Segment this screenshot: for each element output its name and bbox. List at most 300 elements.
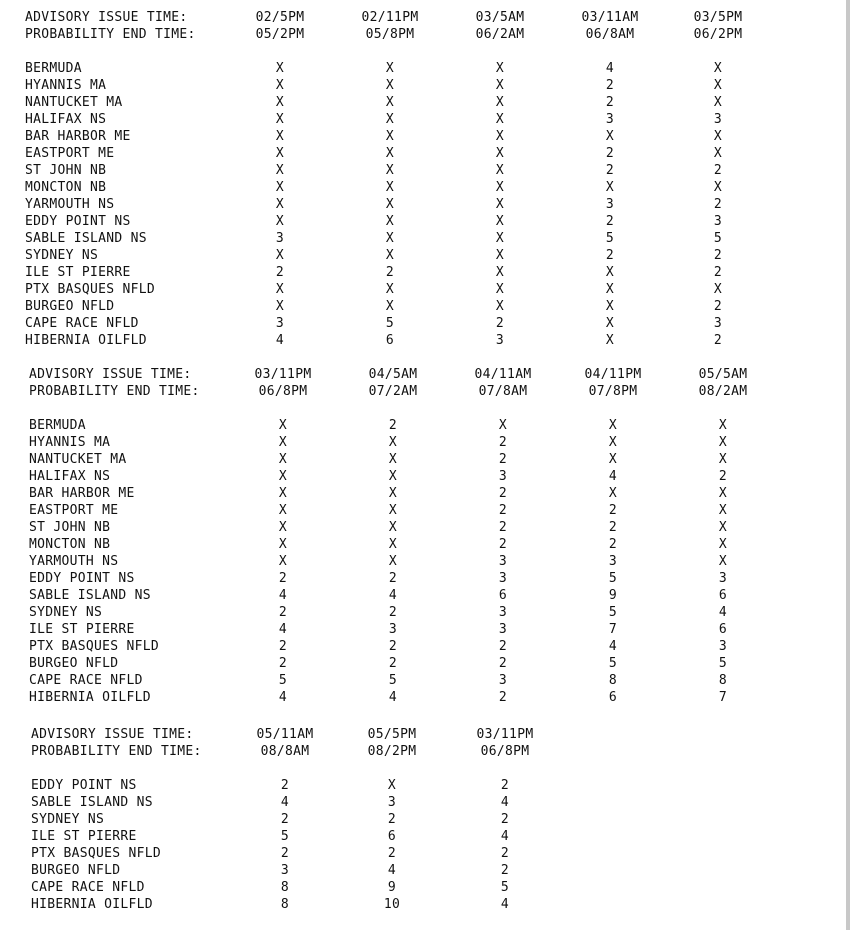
probability-value: X	[385, 146, 395, 161]
location-name: BURGEO NFLD	[31, 863, 121, 878]
probability-end-label: PROBABILITY END TIME:	[29, 384, 200, 399]
location-name: EASTPORT ME	[25, 146, 115, 161]
probability-value: 8	[608, 673, 618, 688]
probability-value: X	[385, 78, 395, 93]
end-time: 06/2PM	[693, 27, 743, 42]
issue-time: 03/5AM	[475, 10, 525, 25]
issue-time: 05/11AM	[256, 727, 314, 742]
probability-value: X	[275, 248, 285, 263]
probability-value: X	[275, 282, 285, 297]
probability-value: X	[278, 418, 288, 433]
probability-value: 2	[498, 486, 508, 501]
probability-value: X	[713, 146, 723, 161]
probability-value: X	[275, 78, 285, 93]
probability-value: 2	[713, 265, 723, 280]
probability-value: 2	[498, 656, 508, 671]
location-name: HALIFAX NS	[25, 112, 107, 127]
table-row	[0, 777, 850, 794]
probability-value: X	[385, 95, 395, 110]
end-time: 07/8PM	[588, 384, 638, 399]
issue-time: 04/11PM	[584, 367, 642, 382]
probability-value: X	[275, 61, 285, 76]
end-time: 05/2PM	[255, 27, 305, 42]
probability-value: 2	[498, 520, 508, 535]
location-name: MONCTON NB	[29, 537, 111, 552]
table-row	[0, 794, 850, 811]
probability-value: 3	[608, 554, 618, 569]
location-name: CAPE RACE NFLD	[31, 880, 145, 895]
probability-value: 2	[605, 78, 615, 93]
probability-value: 2	[713, 163, 723, 178]
probability-value: X	[718, 520, 728, 535]
probability-value: X	[278, 452, 288, 467]
probability-value: X	[495, 146, 505, 161]
probability-value: X	[385, 248, 395, 263]
table-row	[0, 570, 850, 587]
probability-table-1	[0, 9, 850, 349]
advisory-issue-row	[0, 9, 850, 26]
issue-time: 03/11AM	[581, 10, 639, 25]
probability-value: 3	[387, 795, 397, 810]
probability-value: X	[278, 503, 288, 518]
probability-value: 2	[385, 265, 395, 280]
probability-value: 2	[498, 435, 508, 450]
table-row	[0, 264, 850, 281]
probability-value: 2	[713, 299, 723, 314]
issue-time: 03/11PM	[476, 727, 534, 742]
probability-value: X	[713, 129, 723, 144]
probability-value: 5	[278, 673, 288, 688]
table-row	[0, 247, 850, 264]
probability-table-2	[0, 366, 850, 706]
probability-value: X	[605, 265, 615, 280]
table-row	[0, 94, 850, 111]
location-name: HYANNIS MA	[29, 435, 111, 450]
probability-value: 4	[500, 795, 510, 810]
probability-value: 5	[608, 571, 618, 586]
table-row	[0, 332, 850, 349]
table-row	[0, 638, 850, 655]
probability-value: 5	[280, 829, 290, 844]
table-row	[0, 587, 850, 604]
probability-end-label: PROBABILITY END TIME:	[25, 27, 196, 42]
probability-value: 9	[608, 588, 618, 603]
end-time: 06/2AM	[475, 27, 525, 42]
probability-value: 3	[718, 639, 728, 654]
probability-value: X	[718, 452, 728, 467]
location-name: SABLE ISLAND NS	[29, 588, 151, 603]
probability-value: X	[388, 435, 398, 450]
table-row	[0, 111, 850, 128]
probability-value: 2	[608, 503, 618, 518]
advisory-issue-label: ADVISORY ISSUE TIME:	[29, 367, 192, 382]
probability-value: X	[605, 316, 615, 331]
probability-value: 2	[500, 778, 510, 793]
probability-value: X	[718, 486, 728, 501]
location-name: PTX BASQUES NFLD	[29, 639, 160, 654]
probability-value: 3	[498, 605, 508, 620]
probability-value: 2	[280, 846, 290, 861]
probability-value: 3	[718, 571, 728, 586]
probability-value: X	[388, 469, 398, 484]
probability-value: X	[385, 197, 395, 212]
probability-value: 4	[388, 588, 398, 603]
probability-value: X	[388, 486, 398, 501]
probability-value: 2	[280, 812, 290, 827]
probability-value: 3	[498, 622, 508, 637]
advisory-issue-label: ADVISORY ISSUE TIME:	[25, 10, 188, 25]
table-row	[0, 604, 850, 621]
issue-time: 02/11PM	[361, 10, 419, 25]
location-name: SABLE ISLAND NS	[31, 795, 153, 810]
probability-value: X	[608, 486, 618, 501]
table-row	[0, 811, 850, 828]
probability-value: X	[275, 95, 285, 110]
probability-value: X	[275, 146, 285, 161]
location-name: ILE ST PIERRE	[25, 265, 131, 280]
probability-value: 3	[605, 197, 615, 212]
probability-value: 5	[500, 880, 510, 895]
probability-value: X	[718, 435, 728, 450]
probability-value: 2	[500, 846, 510, 861]
probability-value: X	[385, 282, 395, 297]
location-name: ILE ST PIERRE	[29, 622, 135, 637]
probability-value: 2	[280, 778, 290, 793]
table-row	[0, 434, 850, 451]
probability-value: 2	[278, 605, 288, 620]
table-row	[0, 468, 850, 485]
probability-value: 6	[608, 690, 618, 705]
probability-value: X	[713, 95, 723, 110]
probability-value: 3	[495, 333, 505, 348]
probability-value: 3	[605, 112, 615, 127]
probability-value: 2	[388, 639, 398, 654]
end-time: 05/8PM	[365, 27, 415, 42]
probability-value: X	[608, 452, 618, 467]
location-name: BERMUDA	[25, 61, 82, 76]
probability-value: 2	[388, 418, 398, 433]
probability-value: X	[275, 129, 285, 144]
location-name: BURGEO NFLD	[25, 299, 115, 314]
probability-value: 4	[280, 795, 290, 810]
probability-value: 2	[713, 248, 723, 263]
probability-value: 2	[605, 214, 615, 229]
probability-value: 6	[498, 588, 508, 603]
probability-value: 2	[498, 639, 508, 654]
probability-value: X	[713, 78, 723, 93]
probability-end-row	[0, 743, 850, 760]
probability-value: 2	[605, 95, 615, 110]
table-row	[0, 77, 850, 94]
probability-value: 6	[387, 829, 397, 844]
location-name: BAR HARBOR ME	[29, 486, 135, 501]
issue-time: 04/11AM	[474, 367, 532, 382]
table-row	[0, 196, 850, 213]
probability-value: 3	[275, 316, 285, 331]
probability-value: 10	[383, 897, 401, 912]
issue-time: 04/5AM	[368, 367, 418, 382]
probability-value: 4	[278, 622, 288, 637]
probability-value: 3	[498, 554, 508, 569]
end-time: 06/8AM	[585, 27, 635, 42]
probability-value: 2	[500, 863, 510, 878]
advisory-issue-label: ADVISORY ISSUE TIME:	[31, 727, 194, 742]
probability-value: X	[275, 299, 285, 314]
table-row	[0, 162, 850, 179]
probability-value: 4	[500, 897, 510, 912]
probability-value: 2	[713, 333, 723, 348]
probability-value: X	[495, 78, 505, 93]
probability-value: X	[713, 180, 723, 195]
probability-value: X	[385, 231, 395, 246]
location-name: HIBERNIA OILFLD	[25, 333, 147, 348]
probability-value: X	[495, 299, 505, 314]
probability-value: 7	[608, 622, 618, 637]
end-time: 06/8PM	[480, 744, 530, 759]
probability-value: X	[275, 180, 285, 195]
probability-value: 2	[608, 537, 618, 552]
probability-table-3	[0, 726, 850, 913]
probability-value: 2	[608, 520, 618, 535]
probability-value: X	[605, 282, 615, 297]
probability-value: X	[605, 333, 615, 348]
table-row	[0, 689, 850, 706]
location-name: SABLE ISLAND NS	[25, 231, 147, 246]
probability-value: X	[495, 282, 505, 297]
probability-value: 2	[495, 316, 505, 331]
section-spacer	[0, 760, 850, 777]
section-spacer	[0, 43, 850, 60]
probability-value: 2	[713, 197, 723, 212]
probability-value: 5	[718, 656, 728, 671]
probability-value: 2	[498, 690, 508, 705]
probability-value: 4	[387, 863, 397, 878]
probability-value: X	[608, 435, 618, 450]
probability-value: X	[278, 520, 288, 535]
probability-value: 3	[280, 863, 290, 878]
probability-value: X	[388, 554, 398, 569]
probability-value: 2	[498, 503, 508, 518]
location-name: YARMOUTH NS	[25, 197, 115, 212]
location-name: PTX BASQUES NFLD	[31, 846, 162, 861]
probability-value: 8	[280, 897, 290, 912]
table-row	[0, 519, 850, 536]
probability-value: 2	[605, 146, 615, 161]
table-row	[0, 502, 850, 519]
probability-value: X	[495, 248, 505, 263]
probability-value: X	[385, 214, 395, 229]
probability-value: 3	[388, 622, 398, 637]
probability-value: 6	[385, 333, 395, 348]
table-row	[0, 315, 850, 332]
location-name: BAR HARBOR ME	[25, 129, 131, 144]
table-row	[0, 845, 850, 862]
probability-value: X	[495, 95, 505, 110]
probability-value: X	[495, 112, 505, 127]
table-row	[0, 60, 850, 77]
table-row	[0, 896, 850, 913]
table-row	[0, 179, 850, 196]
probability-value: X	[278, 537, 288, 552]
probability-value: X	[495, 180, 505, 195]
probability-value: 5	[608, 656, 618, 671]
probability-value: 3	[498, 673, 508, 688]
issue-time: 02/5PM	[255, 10, 305, 25]
probability-value: X	[385, 129, 395, 144]
probability-value: X	[275, 197, 285, 212]
issue-time: 03/5PM	[693, 10, 743, 25]
probability-value: X	[385, 61, 395, 76]
probability-value: X	[718, 418, 728, 433]
probability-value: 5	[385, 316, 395, 331]
table-row	[0, 655, 850, 672]
table-row	[0, 485, 850, 502]
probability-value: 3	[498, 571, 508, 586]
probability-value: X	[498, 418, 508, 433]
probability-value: 4	[718, 605, 728, 620]
probability-value: 2	[388, 656, 398, 671]
probability-end-label: PROBABILITY END TIME:	[31, 744, 202, 759]
table-row	[0, 451, 850, 468]
location-name: ST JOHN NB	[25, 163, 107, 178]
issue-time: 05/5PM	[367, 727, 417, 742]
location-name: YARMOUTH NS	[29, 554, 119, 569]
location-name: HALIFAX NS	[29, 469, 111, 484]
probability-value: 4	[278, 588, 288, 603]
probability-value: 8	[718, 673, 728, 688]
probability-value: X	[718, 503, 728, 518]
location-name: HIBERNIA OILFLD	[29, 690, 151, 705]
probability-value: X	[385, 112, 395, 127]
probability-end-row	[0, 26, 850, 43]
table-row	[0, 621, 850, 638]
location-name: EDDY POINT NS	[25, 214, 131, 229]
probability-value: X	[385, 180, 395, 195]
table-row	[0, 145, 850, 162]
probability-value: X	[275, 112, 285, 127]
location-name: PTX BASQUES NFLD	[25, 282, 156, 297]
issue-time: 03/11PM	[254, 367, 312, 382]
probability-value: X	[275, 163, 285, 178]
probability-value: X	[495, 231, 505, 246]
end-time: 07/2AM	[368, 384, 418, 399]
table-row	[0, 230, 850, 247]
probability-value: 6	[718, 588, 728, 603]
probability-value: 6	[718, 622, 728, 637]
probability-value: 2	[718, 469, 728, 484]
probability-value: X	[495, 61, 505, 76]
probability-value: X	[495, 129, 505, 144]
probability-value: 2	[500, 812, 510, 827]
issue-time: 05/5AM	[698, 367, 748, 382]
probability-value: 2	[498, 452, 508, 467]
probability-value: 2	[387, 846, 397, 861]
probability-value: 2	[388, 605, 398, 620]
location-name: BURGEO NFLD	[29, 656, 119, 671]
table-row	[0, 828, 850, 845]
probability-value: X	[388, 537, 398, 552]
probability-end-row	[0, 383, 850, 400]
probability-value: 9	[387, 880, 397, 895]
location-name: SYDNEY NS	[31, 812, 105, 827]
probability-value: 3	[713, 316, 723, 331]
table-row	[0, 879, 850, 896]
end-time: 08/8AM	[260, 744, 310, 759]
probability-value: 5	[388, 673, 398, 688]
location-name: CAPE RACE NFLD	[29, 673, 143, 688]
location-name: NANTUCKET MA	[29, 452, 127, 467]
advisory-issue-row	[0, 726, 850, 743]
probability-value: X	[608, 418, 618, 433]
probability-value: X	[605, 180, 615, 195]
probability-value: X	[275, 214, 285, 229]
probability-value: 2	[388, 571, 398, 586]
table-row	[0, 128, 850, 145]
probability-value: X	[278, 469, 288, 484]
probability-value: X	[605, 299, 615, 314]
probability-value: 2	[387, 812, 397, 827]
probability-value: 2	[605, 248, 615, 263]
location-name: CAPE RACE NFLD	[25, 316, 139, 331]
end-time: 08/2AM	[698, 384, 748, 399]
end-time: 08/2PM	[367, 744, 417, 759]
table-row	[0, 672, 850, 689]
advisory-issue-row	[0, 366, 850, 383]
probability-value: X	[495, 214, 505, 229]
location-name: EDDY POINT NS	[29, 571, 135, 586]
location-name: EDDY POINT NS	[31, 778, 137, 793]
probability-value: 4	[388, 690, 398, 705]
location-name: ST JOHN NB	[29, 520, 111, 535]
probability-value: X	[388, 520, 398, 535]
section-spacer	[0, 400, 850, 417]
probability-value: 8	[280, 880, 290, 895]
probability-value: 4	[605, 61, 615, 76]
probability-value: 2	[278, 571, 288, 586]
location-name: HYANNIS MA	[25, 78, 107, 93]
location-name: SYDNEY NS	[29, 605, 103, 620]
probability-value: 4	[278, 690, 288, 705]
probability-value: X	[718, 537, 728, 552]
probability-value: 2	[498, 537, 508, 552]
probability-value: 2	[278, 656, 288, 671]
probability-value: 4	[275, 333, 285, 348]
probability-value: 5	[605, 231, 615, 246]
probability-value: X	[605, 129, 615, 144]
table-row	[0, 536, 850, 553]
location-name: BERMUDA	[29, 418, 86, 433]
location-name: ILE ST PIERRE	[31, 829, 137, 844]
probability-value: 2	[605, 163, 615, 178]
probability-value: X	[495, 197, 505, 212]
location-name: SYDNEY NS	[25, 248, 99, 263]
probability-value: X	[385, 163, 395, 178]
probability-value: 2	[275, 265, 285, 280]
probability-value: 4	[608, 639, 618, 654]
probability-value: 5	[713, 231, 723, 246]
end-time: 06/8PM	[258, 384, 308, 399]
probability-value: 3	[713, 214, 723, 229]
probability-value: X	[278, 435, 288, 450]
location-name: HIBERNIA OILFLD	[31, 897, 153, 912]
probability-value: X	[278, 486, 288, 501]
location-name: EASTPORT ME	[29, 503, 119, 518]
probability-value: X	[718, 554, 728, 569]
probability-value: 4	[608, 469, 618, 484]
probability-value: X	[495, 265, 505, 280]
probability-value: X	[278, 554, 288, 569]
probability-value: X	[713, 282, 723, 297]
